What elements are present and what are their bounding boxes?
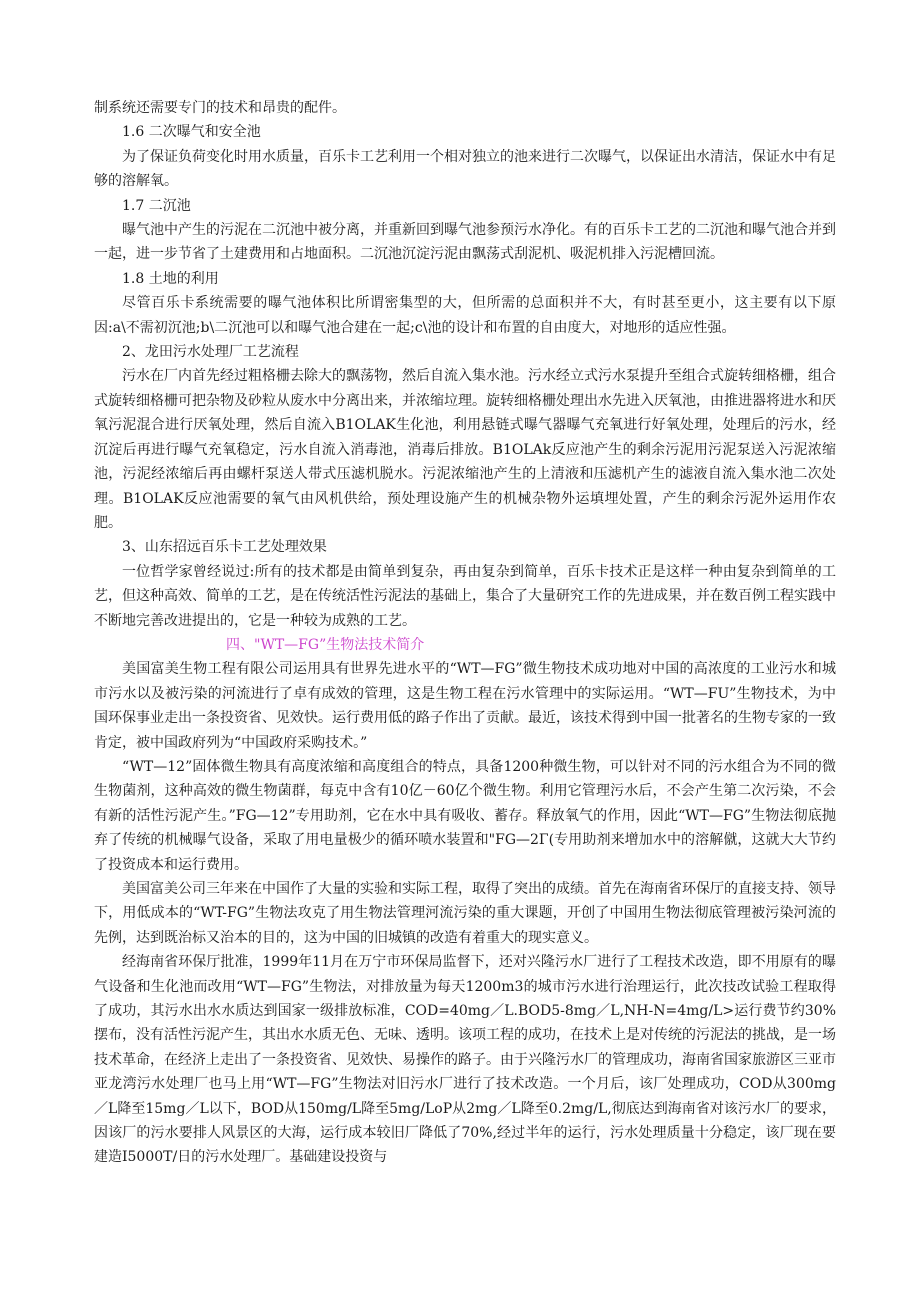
paragraph-secondary-clarifier: 曝气池中产生的污泥在二沉池中被分离，并重新回到曝气池参预污水净化。有的百乐卡工艺的二沉池和曝气池合并到一起，进一步节省了土建费用和占地面积。二沉池沉淀污泥由飘荡式刮泥机、吸泥机排入污泥槽回流。 xyxy=(94,222,836,263)
paragraph-zhaoyuan-results: 一位哲学家曾经说过:所有的技术都是由简单到复杂，再由复杂到简单，百乐卡技术正是这样一种由复杂到简单的工艺，但这种高效、简单的工艺，是在传统活性污泥法的基础上，集合了大量研究工作的先进成果，并在数百例工程实践中不断地完善改进提出的，它是一种较为成熟的工艺。 xyxy=(94,563,836,629)
paragraph-land-use: 尽管百乐卡系统需要的曝气池体积比所谓密集型的大，但所需的总面积并不大，有时甚至更小，这主要有以下原因:a\不需初沉池;b\二沉池可以和曝气池合建在一起;c\池的设计和布置的自由度大，对地形的适应性强。 xyxy=(94,295,836,336)
paragraph-wt-12-microbes: “WT—12”固体微生物具有高度浓缩和高度组合的特点，具备1200种微生物，可以针对不同的污水组合为不同的微生物菌剂，这种高效的微生物菌群，每克中含有10亿－60亿个微生物。利用它管理污水后，不会产生第二次污染，不会有新的活性污泥产生。”FG—12”专用助剂，它在水中具有吸收、蓄存。释放氧气的作用，因此“WT—FG”生物法彻底抛弃了传统的机械曝气设备，采取了用电量极少的循环喷水装置和"FG—2Γ(专用助剂来增加水中的溶解僦，这就大大节约了投资成本和运行费用。 xyxy=(94,758,836,873)
paragraph-continuation: 制系统还需要专门的技术和昂贵的配件。 xyxy=(94,100,346,116)
section-title-text: 四、"WT—FG”生物法技术简介 xyxy=(226,636,425,653)
heading-secondary-clarifier: 1.7 二沉池 xyxy=(122,197,191,214)
paragraph-longtian-process: 污水在厂内首先经过粗格栅去除大的飘荡物，然后自流入集水池。污水经立式污水泵提升至组合式旋转细格栅，组合式旋转细格栅可把杂物及砂粒从废水中分离出来，并浓缩垃理。旋转细格栅处理出水先进入厌氧池，由推进器将进水和厌氧污泥混合进行厌氧处理，然后自流入B1OLAK生化池，利用悬链式曝气器曝气充氧进行好氧处理，处理后的污水，经沉淀后再进行曝气充氧稳定，污水自流入消毒池，消毒后排放。B1OLAk反应池产生的剩余污泥用污泥泵送入污泥浓缩池，污泥经浓缩后再由螺杆泵送人带式压滤机脱水。污泥浓缩池产生的上清液和压滤机产生的滤液自流入集水池二次处理。B1OLAK反应池需要的氧气由风机供给，预处理设施产生的机械杂物外运填埋处置，产生的剩余污泥外运用作农肥。 xyxy=(94,368,836,531)
heading-secondary-aeration: 1.6 二次曝气和安全池 xyxy=(122,124,261,141)
heading-longtian-process: 2、龙田污水处理厂工艺流程 xyxy=(122,344,299,361)
section-title-wt-fg xyxy=(94,633,836,657)
paragraph-fumei-experiments: 美国富美公司三年来在中国作了大量的实验和实际工程，取得了突出的成绩。首先在海南省环保厅的直接支持、领导下，用低成本的“WT-FG”生物法攻克了用生物法管理河流污染的重大课题，开创了中国用生物法彻底管理被污染河流的先例，达到既治标又治本的目的，这为中国的旧城镇的改造有着重大的现实意义。 xyxy=(94,881,836,946)
heading-land-use: 1.8 土地的利用 xyxy=(122,270,219,287)
document-page xyxy=(94,96,836,1170)
paragraph-wt-fg-intro: 美国富美生物工程有限公司运用具有世界先进水平的“WT—FG”微生物技术成功地对中国的高浓度的工业污水和城市污水以及被污染的河流进行了卓有成效的管理，这是生物工程在污水管理中的实际运用。“WT—FU”生物技术，为中国环保事业走出一条投资省、见效快。运行费用低的路子作出了贡献。最近，该技术得到中国一批著名的生物专家的一致肯定，被中国政府列为“中国政府采购技术。” xyxy=(94,661,836,751)
heading-zhaoyuan-results: 3、山东招远百乐卡工艺处理效果 xyxy=(122,539,327,556)
paragraph-hainan-projects: 经海南省环保厅批准，1999年11月在万宁市环保局监督下，还对兴隆污水厂进行了工程技术改造，即不用原有的曝气设备和生化池而改用“WT—FG”生物法，对排放量为每天1200m3的城市污水进行治理运行，此次技改试验工程取得了成功，其污水出水水质达到国家一级排放标准，COD=40mg／L.BOD5-8mg／L,NH-N=4mg/L>运行费节约30%摆布，没有活性污泥产生，其出水水质无色、无味、透明。该项工程的成功，在技术上是对传统的污泥法的挑战，是一场技术革命，在经济上走出了一条投资省、见效快、易操作的路子。由于兴隆污水厂的管理成功，海南省国家旅游区三亚市亚龙湾污水处理厂也马上用“WT—FG”生物法对旧污水厂进行了技术改造。一个月后，该厂处理成功，COD从300mg／L降至15mg／L以下，BOD从150mg/L降至5mg/LoP从2mg／L降至0.2mg/L,彻底达到海南省对该污水厂的要求，因该厂的污水要排人风景区的大海，运行成本较旧厂降低了70%,经过半年的运行，污水处理质量十分稳定，该厂现在要建造I5000T/日的污水处理厂。基础建设投资与 xyxy=(94,954,836,1166)
paragraph-secondary-aeration: 为了保证负荷变化时用水质量，百乐卡工艺利用一个相对独立的池来进行二次曝气，以保证出水清洁，保证水中有足够的溶解氧。 xyxy=(94,148,836,190)
